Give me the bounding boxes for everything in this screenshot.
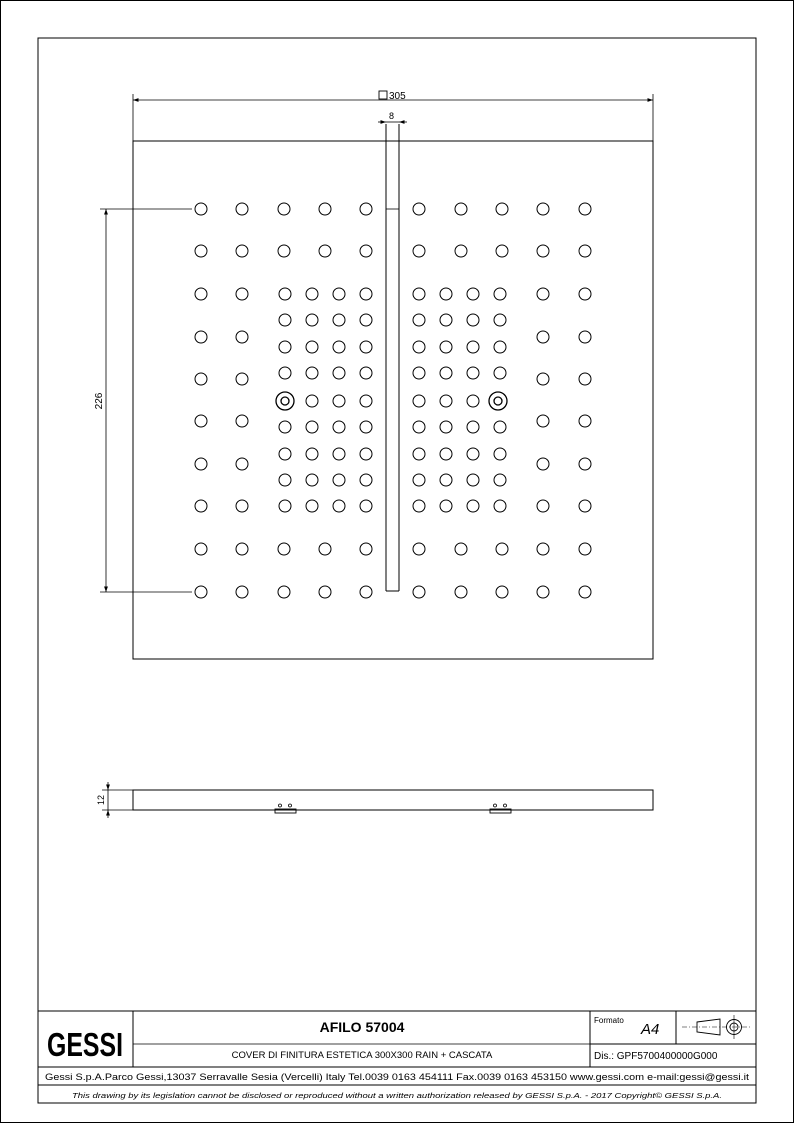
nozzle-hole (195, 543, 207, 555)
top-view (133, 124, 653, 659)
nozzle-hole (413, 543, 425, 555)
nozzle-hole (467, 395, 479, 407)
nozzle-hole (496, 586, 508, 598)
nozzle-hole (195, 331, 207, 343)
nozzle-hole (333, 288, 345, 300)
nozzle-hole (537, 288, 549, 300)
nozzle-hole (278, 543, 290, 555)
nozzle-hole (278, 586, 290, 598)
nozzle-hole (467, 500, 479, 512)
nozzle-hole (236, 415, 248, 427)
channel-width-label: 8 (389, 111, 395, 121)
nozzle-hole (537, 373, 549, 385)
sheet-outer-border (1, 1, 794, 1123)
nozzle-hole (579, 245, 591, 257)
format-label: Formato (594, 1016, 624, 1025)
clip-right (490, 804, 511, 813)
nozzle-hole (360, 395, 372, 407)
nozzle-hole (333, 367, 345, 379)
nozzle-hole (467, 314, 479, 326)
nozzle-hole (236, 543, 248, 555)
nozzle-hole (440, 314, 452, 326)
nozzle-hole (467, 367, 479, 379)
square-symbol (379, 91, 387, 99)
nozzle-hole (455, 245, 467, 257)
nozzle-hole (195, 415, 207, 427)
nozzle-hole (195, 373, 207, 385)
nozzle-hole (579, 203, 591, 215)
nozzle-hole (360, 288, 372, 300)
nozzle-hole (413, 586, 425, 598)
nozzle-hole (413, 288, 425, 300)
nozzle-hole (494, 314, 506, 326)
width-dimension-label: 305 (389, 91, 406, 102)
nozzle-hole (236, 203, 248, 215)
nozzle-hole (537, 331, 549, 343)
nozzle-hole (360, 245, 372, 257)
nozzle-hole (306, 314, 318, 326)
nozzle-hole (537, 245, 549, 257)
nozzle-hole (279, 421, 291, 433)
nozzle-hole (440, 500, 452, 512)
nozzle-hole (496, 245, 508, 257)
mounting-boss-right (489, 392, 507, 410)
nozzle-hole (413, 245, 425, 257)
hole-span-dimension (94, 209, 192, 592)
nozzle-hole (413, 203, 425, 215)
nozzle-hole (360, 474, 372, 486)
nozzle-hole (195, 288, 207, 300)
nozzle-hole (319, 203, 331, 215)
nozzle-hole (306, 367, 318, 379)
cover-side-outline (133, 790, 653, 810)
nozzle-hole (306, 341, 318, 353)
projection-symbol-icon (682, 1015, 752, 1039)
nozzle-hole (195, 203, 207, 215)
nozzle-hole (319, 245, 331, 257)
channel-width-dimension (378, 111, 407, 122)
title-block (38, 1011, 756, 1100)
nozzle-hole (333, 421, 345, 433)
nozzle-hole (579, 373, 591, 385)
nozzle-hole (236, 373, 248, 385)
nozzle-hole (467, 288, 479, 300)
drawing-frame (38, 38, 756, 1103)
copyright-notice: This drawing by its legislation cannot be disclosed or reproduced without a written authorization released by GESSI S.p.A. - 2017 Copyright© GESSI S.p.A. (72, 1091, 722, 1100)
nozzle-hole (360, 367, 372, 379)
nozzle-hole (467, 341, 479, 353)
nozzle-hole (236, 500, 248, 512)
nozzle-hole (537, 500, 549, 512)
nozzle-hole (360, 448, 372, 460)
nozzle-hole (236, 331, 248, 343)
nozzle-hole (279, 448, 291, 460)
nozzle-hole (537, 458, 549, 470)
format-value: A4 (641, 1021, 660, 1038)
nozzle-hole (413, 474, 425, 486)
nozzle-hole (440, 421, 452, 433)
nozzle-hole (413, 395, 425, 407)
hole-span-label: 226 (94, 392, 105, 410)
nozzle-hole (236, 586, 248, 598)
nozzle-hole (319, 586, 331, 598)
nozzle-hole (494, 474, 506, 486)
product-name: AFILO 57004 (319, 1019, 405, 1035)
nozzle-hole (455, 203, 467, 215)
product-description: COVER DI FINITURA ESTETICA 300X300 RAIN + CASCATA (231, 1050, 493, 1061)
nozzle-hole (455, 586, 467, 598)
nozzle-hole (413, 367, 425, 379)
nozzle-hole (413, 421, 425, 433)
nozzle-hole (579, 586, 591, 598)
clip-left (275, 804, 296, 813)
nozzle-hole (278, 245, 290, 257)
nozzle-hole (360, 586, 372, 598)
nozzle-hole (279, 314, 291, 326)
nozzle-hole (467, 421, 479, 433)
nozzle-hole (279, 288, 291, 300)
nozzle-hole (306, 421, 318, 433)
nozzle-hole (306, 395, 318, 407)
nozzle-hole (413, 341, 425, 353)
nozzle-hole (440, 288, 452, 300)
nozzle-hole (455, 543, 467, 555)
nozzle-hole (195, 458, 207, 470)
nozzle-hole (333, 341, 345, 353)
nozzle-hole (360, 341, 372, 353)
nozzle-hole (440, 341, 452, 353)
nozzle-hole (494, 421, 506, 433)
nozzle-hole (360, 314, 372, 326)
nozzle-hole (279, 474, 291, 486)
drawing-number: Dis.: GPF5700400000G000 (594, 1051, 718, 1062)
nozzle-hole (494, 288, 506, 300)
gessi-logo: GESSI (47, 1026, 123, 1063)
nozzle-hole (440, 448, 452, 460)
nozzle-hole (579, 543, 591, 555)
nozzle-hole (333, 395, 345, 407)
nozzle-hole (333, 500, 345, 512)
nozzle-hole (279, 500, 291, 512)
nozzle-hole (537, 203, 549, 215)
nozzle-hole (306, 288, 318, 300)
nozzle-hole (278, 203, 290, 215)
nozzle-hole (360, 421, 372, 433)
company-address-line: Gessi S.p.A.Parco Gessi,13037 Serravalle Sesia (Vercelli) Italy Tel.0039 0163 454111 Fax.0039 0163 453150 www.gessi.com e-mail:gessi@gessi.it (45, 1072, 750, 1082)
mounting-boss-left (276, 392, 294, 410)
nozzle-hole (496, 543, 508, 555)
nozzle-hole (440, 367, 452, 379)
nozzle-hole (306, 448, 318, 460)
nozzle-hole (195, 245, 207, 257)
nozzle-hole (467, 474, 479, 486)
nozzle-hole (494, 341, 506, 353)
cover-plate-outline (133, 141, 653, 659)
nozzle-hole (333, 474, 345, 486)
nozzle-hole (195, 586, 207, 598)
nozzle-hole (236, 288, 248, 300)
nozzle-hole (537, 586, 549, 598)
nozzle-hole (440, 395, 452, 407)
nozzle-hole (319, 543, 331, 555)
nozzle-hole (360, 543, 372, 555)
nozzle-hole (494, 500, 506, 512)
nozzle-hole (236, 245, 248, 257)
nozzle-hole (579, 415, 591, 427)
nozzle-hole (333, 448, 345, 460)
nozzle-hole (579, 500, 591, 512)
nozzle-hole (467, 448, 479, 460)
thickness-dimension (96, 782, 133, 818)
nozzle-hole (579, 288, 591, 300)
nozzle-hole (496, 203, 508, 215)
nozzle-hole (360, 500, 372, 512)
nozzle-hole-grid (195, 203, 591, 598)
nozzle-hole (537, 543, 549, 555)
nozzle-hole (413, 500, 425, 512)
nozzle-hole (579, 458, 591, 470)
nozzle-hole (306, 474, 318, 486)
nozzle-hole (236, 458, 248, 470)
thickness-label: 12 (96, 794, 106, 806)
nozzle-hole (537, 415, 549, 427)
nozzle-hole (279, 341, 291, 353)
nozzle-hole (333, 314, 345, 326)
nozzle-hole (195, 500, 207, 512)
nozzle-hole (279, 367, 291, 379)
nozzle-hole (440, 474, 452, 486)
side-view (133, 790, 653, 813)
nozzle-hole (360, 203, 372, 215)
nozzle-hole (413, 314, 425, 326)
nozzle-hole (306, 500, 318, 512)
nozzle-hole (413, 448, 425, 460)
nozzle-hole (494, 367, 506, 379)
nozzle-hole (579, 331, 591, 343)
nozzle-hole (494, 448, 506, 460)
